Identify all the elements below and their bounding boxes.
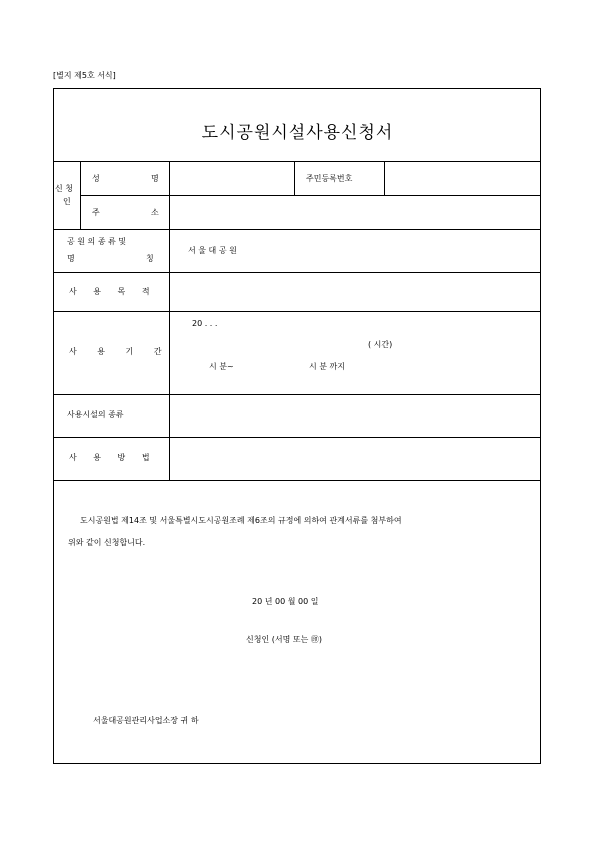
- address-label-2: 소: [151, 208, 159, 217]
- park-name-value[interactable]: 서 울 대 공 원: [188, 246, 237, 255]
- period-hours[interactable]: ( 시간): [368, 340, 393, 349]
- id-number-field[interactable]: [386, 163, 539, 193]
- facility-label: 사용시설의 종류: [67, 410, 124, 419]
- purpose-field[interactable]: [171, 274, 539, 309]
- method-label: 사 용 방 법: [69, 453, 157, 462]
- method-field[interactable]: [171, 439, 539, 478]
- divider-period-bottom: [53, 394, 541, 395]
- statement-line-2: 위와 같이 신청합니다.: [68, 538, 146, 547]
- application-date[interactable]: 20 년 00 월 00 일: [252, 597, 319, 606]
- applicant-signature[interactable]: 신청인 (서명 또는 ㊞): [246, 635, 322, 644]
- form-number-label: [별지 제5호 서식]: [53, 71, 116, 80]
- divider-id-left: [294, 161, 295, 195]
- recipient: 서울대공원관리사업소장 귀 하: [93, 716, 199, 725]
- facility-field[interactable]: [171, 396, 539, 435]
- park-label: 공 원 의 종 류 및: [67, 237, 127, 246]
- name-label: 성: [92, 174, 100, 183]
- divider-applicant-bottom: [53, 229, 541, 230]
- name-label-2: 명: [151, 174, 159, 183]
- divider-id-right: [384, 161, 385, 195]
- divider-facility-bottom: [53, 437, 541, 438]
- applicant-group-label: 신 청: [55, 184, 73, 193]
- divider-title-bottom: [53, 161, 541, 162]
- park-label-2a: 명: [67, 254, 75, 263]
- applicant-group-label-2: 인: [63, 197, 71, 206]
- address-field[interactable]: [171, 197, 539, 227]
- page-title: 도시공원시설사용신청서: [201, 123, 394, 143]
- divider-method-bottom: [53, 480, 541, 481]
- period-label: 사 용 기 간: [69, 347, 171, 356]
- name-field[interactable]: [171, 163, 292, 193]
- divider-name-row: [80, 195, 541, 196]
- divider-park-bottom: [53, 272, 541, 273]
- divider-label-column: [169, 161, 170, 480]
- divider-applicant-group: [80, 161, 81, 229]
- divider-purpose-bottom: [53, 311, 541, 312]
- period-start-time[interactable]: 시 분~: [209, 362, 234, 371]
- statement-line-1: 도시공원법 제14조 및 서울특별시도시공원조례 제6조의 규정에 의하여 관계서류를 첨부하여: [80, 516, 402, 525]
- park-label-2b: 칭: [146, 254, 154, 263]
- address-label: 주: [92, 208, 100, 217]
- id-number-label: 주민등록번호: [306, 174, 353, 183]
- period-end-time[interactable]: 시 분 까지: [309, 362, 345, 371]
- period-date[interactable]: 20 . . .: [192, 319, 218, 328]
- purpose-label: 사 용 목 적: [69, 287, 157, 296]
